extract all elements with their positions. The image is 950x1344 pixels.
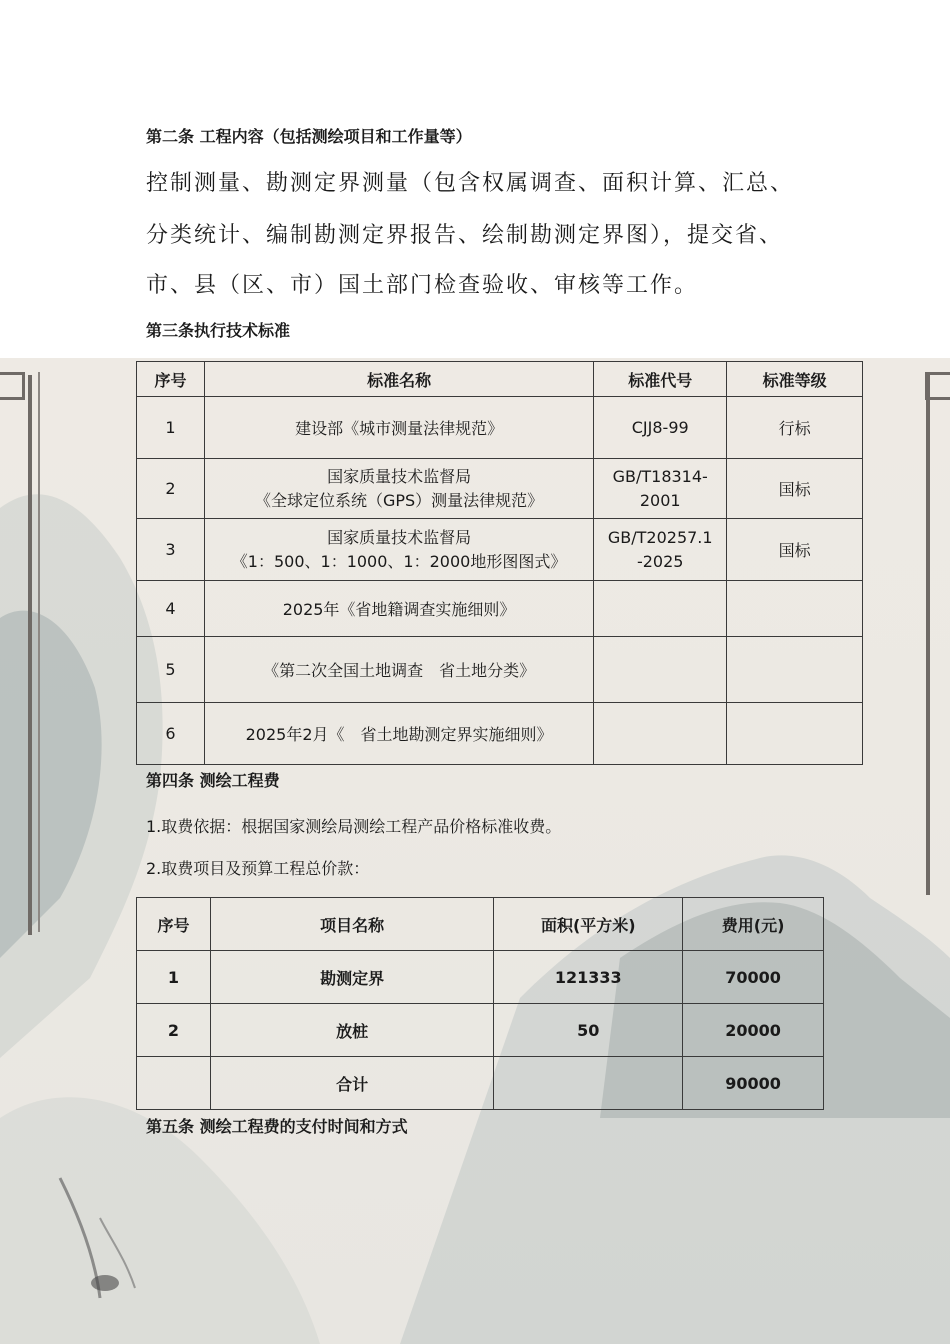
standard-code-line-1: GB/T18314-	[612, 466, 708, 486]
header-standard-name: 标准名称	[204, 362, 593, 397]
standard-level: 行标	[727, 397, 863, 459]
standard-code	[594, 637, 727, 703]
row-no: 6	[137, 703, 205, 765]
row-no: 1	[137, 397, 205, 459]
standards-table	[136, 361, 863, 765]
row-no: 1	[137, 951, 211, 1004]
standard-name: 2025年《省地籍调查实施细则》	[204, 581, 593, 637]
section2-line-2: 分类统计、编制勘测定界报告、绘制勘测定界图），提交省、	[146, 223, 784, 248]
fee-items-text: 2.取费项目及预算工程总价款：	[146, 859, 370, 878]
standard-code	[594, 703, 727, 765]
standard-code-line-2: 2001	[639, 490, 681, 510]
table-row	[137, 951, 824, 1004]
project-name: 放桩	[210, 1004, 493, 1057]
fee-header-row	[137, 898, 824, 951]
standard-code	[594, 581, 727, 637]
standard-name: 建设部《城市测量法律规范》	[204, 397, 593, 459]
header-no: 序号	[137, 362, 205, 397]
total-fee: 90000	[683, 1057, 824, 1110]
table-row-total	[137, 1057, 824, 1110]
table-row	[137, 519, 863, 581]
project-area: 121333	[494, 951, 683, 1004]
standard-code-line-1: GB/T20257.1	[607, 527, 713, 547]
total-area	[494, 1057, 683, 1110]
row-no: 2	[137, 459, 205, 519]
standard-name-line-1: 国家质量技术监督局	[327, 527, 472, 547]
header-no: 序号	[137, 898, 211, 951]
project-name: 勘测定界	[210, 951, 493, 1004]
row-no	[137, 1057, 211, 1110]
standard-name	[204, 519, 593, 581]
fee-table	[136, 897, 824, 1110]
project-area: 50	[494, 1004, 683, 1057]
standard-name-line-2: 《全球定位系统（GPS）测量法律规范》	[254, 490, 544, 510]
standard-level	[727, 581, 863, 637]
standards-header-row	[137, 362, 863, 397]
table-row	[137, 397, 863, 459]
table-row	[137, 637, 863, 703]
section3-heading: 第三条执行技术标准	[146, 321, 291, 340]
standard-name	[204, 459, 593, 519]
row-no: 5	[137, 637, 205, 703]
row-no: 3	[137, 519, 205, 581]
table-row	[137, 581, 863, 637]
header-fee: 费用(元)	[683, 898, 824, 951]
standard-code	[594, 459, 727, 519]
standard-name: 《第二次全国土地调查 省土地分类》	[204, 637, 593, 703]
frame-border-left	[28, 375, 32, 935]
section2-line-1: 控制测量、勘测定界测量（包含权属调查、面积计算、汇总、	[146, 171, 795, 196]
standard-code-line-2: -2025	[636, 551, 684, 571]
project-fee: 20000	[683, 1004, 824, 1057]
total-label: 合计	[210, 1057, 493, 1110]
standard-level: 国标	[727, 459, 863, 519]
standard-level	[727, 703, 863, 765]
header-standard-level: 标准等级	[727, 362, 863, 397]
frame-corner-left	[0, 372, 25, 400]
header-project-name: 项目名称	[210, 898, 493, 951]
standard-level: 国标	[727, 519, 863, 581]
section4-heading: 第四条 测绘工程费	[146, 771, 280, 790]
project-fee: 70000	[683, 951, 824, 1004]
standard-name-line-1: 国家质量技术监督局	[327, 466, 472, 486]
header-area: 面积(平方米)	[494, 898, 683, 951]
table-row	[137, 703, 863, 765]
frame-border-left-inner	[38, 372, 40, 932]
frame-border-right	[926, 375, 930, 895]
standard-level	[727, 637, 863, 703]
standard-name-line-2: 《1：500、1：1000、1：2000地形图图式》	[231, 551, 567, 571]
standard-name: 2025年2月《 省土地勘测定界实施细则》	[204, 703, 593, 765]
section5-heading: 第五条 测绘工程费的支付时间和方式	[146, 1117, 408, 1136]
section2-line-3: 市、县（区、市）国土部门检查验收、审核等工作。	[146, 273, 699, 298]
table-row	[137, 1004, 824, 1057]
row-no: 4	[137, 581, 205, 637]
row-no: 2	[137, 1004, 211, 1057]
table-row	[137, 459, 863, 519]
header-standard-code: 标准代号	[594, 362, 727, 397]
section2-heading: 第二条 工程内容（包括测绘项目和工作量等）	[146, 127, 472, 146]
standard-code: CJJ8-99	[594, 397, 727, 459]
standard-code	[594, 519, 727, 581]
fee-basis-text: 1.取费依据：根据国家测绘局测绘工程产品价格标准收费。	[146, 817, 562, 836]
